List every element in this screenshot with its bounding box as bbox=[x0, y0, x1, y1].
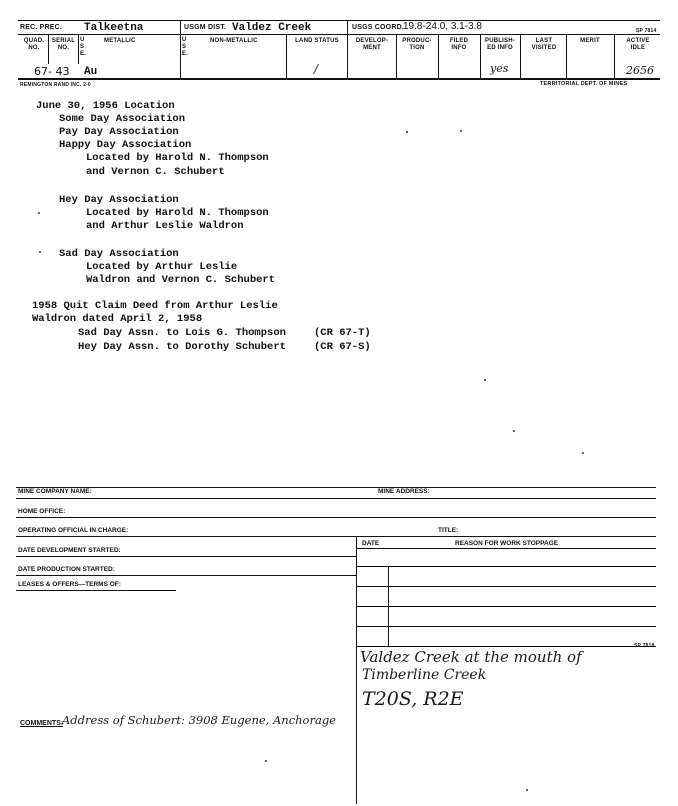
development-label: DEVELOP- MENT bbox=[355, 38, 389, 51]
metallic-value: Au bbox=[84, 66, 98, 78]
usgs-dist-label: USGM DIST. bbox=[184, 24, 227, 31]
form-rule bbox=[356, 566, 656, 567]
scan-speck bbox=[582, 452, 584, 454]
printer-line: REMINGTON RAND INC. 2-0 bbox=[20, 82, 91, 88]
form-rule bbox=[356, 606, 656, 607]
prod-started-label: DATE PRODUCTION STARTED: bbox=[18, 566, 115, 573]
record-line: Waldron and Vernon C. Schubert bbox=[86, 274, 276, 286]
header-top-rule bbox=[18, 20, 660, 21]
form-rule bbox=[356, 646, 656, 647]
scan-speck bbox=[484, 379, 486, 381]
scan-speck bbox=[38, 212, 40, 214]
record-line: Waldron dated April 2, 1958 bbox=[32, 313, 203, 325]
dept-line: TERRITORIAL DEPT. OF MINES bbox=[540, 81, 628, 87]
record-line: Hey Day Assn. to Dorothy Schubert bbox=[78, 341, 286, 353]
col-divider bbox=[480, 34, 481, 78]
rec-prec-value: Talkeetna bbox=[84, 22, 144, 34]
form-rule bbox=[16, 590, 176, 591]
record-line: and Vernon C. Schubert bbox=[86, 166, 225, 178]
stoppage-divider bbox=[356, 536, 357, 804]
form-rule bbox=[356, 626, 656, 627]
mine-company-label: MINE COMPANY NAME: bbox=[18, 488, 92, 495]
col-divider bbox=[347, 20, 348, 78]
published-info-label: PUBLISH- ED INFO bbox=[485, 38, 515, 51]
record-line: Located by Harold N. Thompson bbox=[86, 152, 269, 164]
form-rule bbox=[356, 586, 656, 587]
usgs-dist-value: Valdez Creek bbox=[232, 22, 312, 34]
record-line: Located by Arthur Leslie bbox=[86, 261, 238, 273]
scan-speck bbox=[406, 131, 408, 133]
form-rule bbox=[356, 548, 656, 549]
e-letter: E. bbox=[182, 51, 189, 57]
last-visited-label: LAST VISITED bbox=[531, 38, 557, 51]
quad-serial-value: 67- 43 bbox=[34, 65, 70, 78]
metallic-label: METALLIC bbox=[104, 38, 136, 44]
col-divider bbox=[286, 34, 287, 78]
active-idle-label: ACTIVE IDLE bbox=[626, 38, 650, 51]
record-line: Hey Day Association bbox=[59, 194, 179, 206]
handwritten-township-range: T20S, R2E bbox=[362, 688, 464, 710]
title-label: TITLE: bbox=[438, 527, 459, 534]
col-divider bbox=[438, 34, 439, 78]
comments-label: COMMENTS: bbox=[20, 720, 64, 727]
col-divider bbox=[614, 34, 615, 78]
scan-speck bbox=[526, 789, 528, 791]
form-rule bbox=[16, 498, 656, 499]
col-divider bbox=[520, 34, 521, 78]
footer-top-rule bbox=[16, 487, 656, 488]
form-number-top: SP 7814 bbox=[636, 28, 657, 34]
form-rule bbox=[16, 556, 356, 557]
usgs-coord-label: USGS COORD. bbox=[352, 24, 404, 31]
land-status-label: LAND STATUS bbox=[295, 38, 339, 44]
home-office-label: HOME OFFICE: bbox=[18, 508, 66, 515]
col-divider bbox=[180, 20, 181, 78]
active-idle-value: 2656 bbox=[626, 64, 654, 77]
form-rule bbox=[16, 575, 356, 576]
record-line: Happy Day Association bbox=[59, 139, 192, 151]
record-line: and Arthur Leslie Waldron bbox=[86, 220, 244, 232]
col-divider bbox=[396, 34, 397, 78]
mine-address-label: MINE ADDRESS: bbox=[378, 488, 430, 495]
col-divider bbox=[78, 34, 79, 64]
scan-speck bbox=[513, 430, 515, 432]
production-label: PRODUC- TION bbox=[402, 38, 432, 51]
filed-info-label: FILED INFO bbox=[449, 38, 469, 51]
record-line: (CR 67-T) bbox=[314, 327, 371, 339]
nonmetallic-label: NON-METALLIC bbox=[210, 38, 258, 44]
handwritten-location-line: Valdez Creek at the mouth of bbox=[360, 648, 582, 666]
reason-label: REASON FOR WORK STOPPAGE bbox=[455, 540, 559, 547]
s-letter: S bbox=[182, 44, 187, 50]
record-line: Pay Day Association bbox=[59, 126, 179, 138]
published-value: yes bbox=[490, 62, 509, 75]
land-status-value: / bbox=[314, 62, 319, 76]
form-rule bbox=[16, 517, 656, 518]
rec-prec-label: REC. PREC. bbox=[20, 24, 63, 31]
record-line: 1958 Quit Claim Deed from Arthur Leslie bbox=[32, 300, 278, 312]
handwritten-location-line: Timberline Creek bbox=[362, 667, 487, 683]
operating-official-label: OPERATING OFFICIAL IN CHARGE: bbox=[18, 527, 129, 534]
serial-no-label: SERIAL NO. bbox=[51, 38, 76, 51]
record-line: June 30, 1956 Location bbox=[36, 100, 175, 112]
comments-value: Address of Schubert: 3908 Eugene, Anchorage bbox=[62, 713, 336, 727]
col-divider bbox=[566, 34, 567, 78]
merit-label: MERIT bbox=[580, 38, 600, 44]
e-letter: E. bbox=[80, 51, 87, 57]
scan-speck bbox=[460, 130, 462, 132]
u-letter: U bbox=[182, 37, 187, 43]
record-line: Located by Harold N. Thompson bbox=[86, 207, 269, 219]
s-letter: S bbox=[80, 44, 85, 50]
header-mid-rule bbox=[18, 34, 660, 35]
record-line: Some Day Association bbox=[59, 113, 186, 125]
form-rule bbox=[16, 536, 656, 537]
quad-no-label: QUAD. NO. bbox=[23, 38, 45, 51]
usgs-coord-value: 19.8-24.0, 3.1-3.8 bbox=[403, 21, 482, 32]
dev-started-label: DATE DEVELOPMENT STARTED: bbox=[18, 547, 121, 554]
record-line: Sad Day Assn. to Lois G. Thompson bbox=[78, 327, 286, 339]
scan-speck bbox=[265, 760, 267, 762]
leases-label: LEASES & OFFERS—TERMS OF: bbox=[18, 581, 121, 588]
record-line: (CR 67-S) bbox=[314, 341, 371, 353]
scan-speck bbox=[39, 251, 41, 253]
record-line: Sad Day Association bbox=[59, 248, 179, 260]
date-label: DATE bbox=[362, 540, 380, 547]
date-column-divider bbox=[388, 566, 389, 646]
header-bottom-rule bbox=[18, 78, 660, 80]
form-number-bottom: SP 7818 bbox=[634, 643, 655, 649]
u-letter: U bbox=[80, 37, 85, 43]
